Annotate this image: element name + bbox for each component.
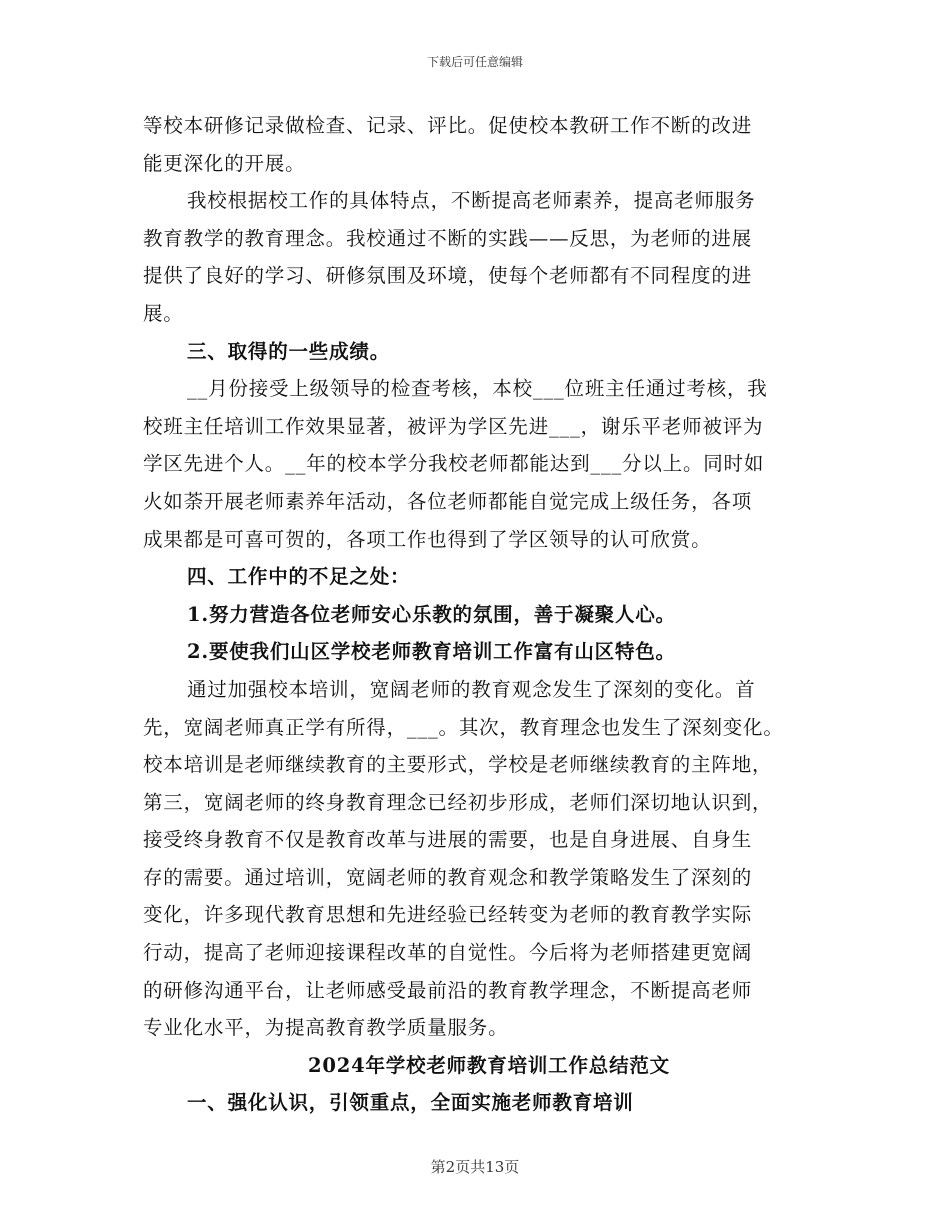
- paragraph-line: 能更深化的开展。: [143, 151, 306, 175]
- paragraph-line: 等校本研修记录做检查、记录、评比。促使校本教研工作不断的改进: [143, 114, 753, 137]
- list-item: 2.要使我们山区学校老师教育培训工作富有山区特色。: [187, 640, 676, 664]
- paragraph-line: 学区先进个人。__年的校本学分我校老师都能达到___分以上。同时如: [143, 452, 765, 476]
- paragraph-line: 专业化水平，为提高教育教学质量服务。: [143, 1016, 509, 1040]
- paragraph-line: 校班主任培训工作效果显著，被评为学区先进___，谢乐平老师被评为: [143, 414, 764, 438]
- paragraph-line: 火如荼开展老师素养年活动，各位老师都能自觉完成上级任务，各项: [143, 489, 753, 513]
- paragraph-line: 提供了良好的学习、研修氛围及环境，使每个老师都有不同程度的进: [143, 264, 753, 288]
- paragraph-line: 行动，提高了老师迎接课程改革的自觉性。今后将为老师搭建更宽阔: [143, 941, 753, 965]
- paragraph-line: __月份接受上级领导的检查考核，本校___位班主任通过考核，我: [187, 377, 768, 401]
- paragraph-line: 展。: [143, 301, 184, 325]
- paragraph-line: 接受终身教育不仅是教育改革与进展的需要，也是自身进展、自身生: [143, 828, 753, 852]
- section-heading: 三、取得的一些成绩。: [187, 339, 391, 363]
- paragraph-line: 教育教学的教育理念。我校通过不断的实践——反思，为老师的进展: [143, 226, 753, 250]
- paragraph-line: 的研修沟通平台，让老师感受最前沿的教育教学理念，不断提高老师: [143, 978, 753, 1002]
- document-title: 2024年学校老师教育培训工作总结范文: [308, 1053, 670, 1077]
- paragraph-line: 通过加强校本培训，宽阔老师的教育观念发生了深刻的变化。首: [187, 677, 756, 701]
- section-heading: 一、强化认识，引领重点，全面实施老师教育培训: [187, 1091, 634, 1115]
- list-item: 1.努力营造各位老师安心乐教的氛围，善于凝聚人心。: [187, 602, 676, 626]
- paragraph-line: 成果都是可喜可贺的，各项工作也得到了学区领导的认可欣赏。: [143, 527, 712, 551]
- section-heading: 四、工作中的不足之处：: [187, 565, 411, 589]
- paragraph-line: 存的需要。通过培训，宽阔老师的教育观念和教学策略发生了深刻的: [143, 865, 753, 889]
- paragraph-line: 先，宽阔老师真正学有所得，___。其次，教育理念也发生了深刻变化。: [143, 715, 784, 739]
- paragraph-line: 校本培训是老师继续教育的主要形式，学校是老师继续教育的主阵地，: [143, 753, 773, 777]
- paragraph-line: 我校根据校工作的具体特点，不断提高老师素养，提高老师服务: [187, 189, 756, 213]
- page-number: 第2页共13页: [430, 1158, 520, 1176]
- page-header: 下载后可任意编辑: [426, 55, 523, 69]
- paragraph-line: 第三，宽阔老师的终身教育理念已经初步形成，老师们深切地认识到，: [143, 790, 773, 814]
- paragraph-line: 变化，许多现代教育思想和先进经验已经转变为老师的教育教学实际: [143, 903, 753, 927]
- document-body: [143, 107, 815, 1122]
